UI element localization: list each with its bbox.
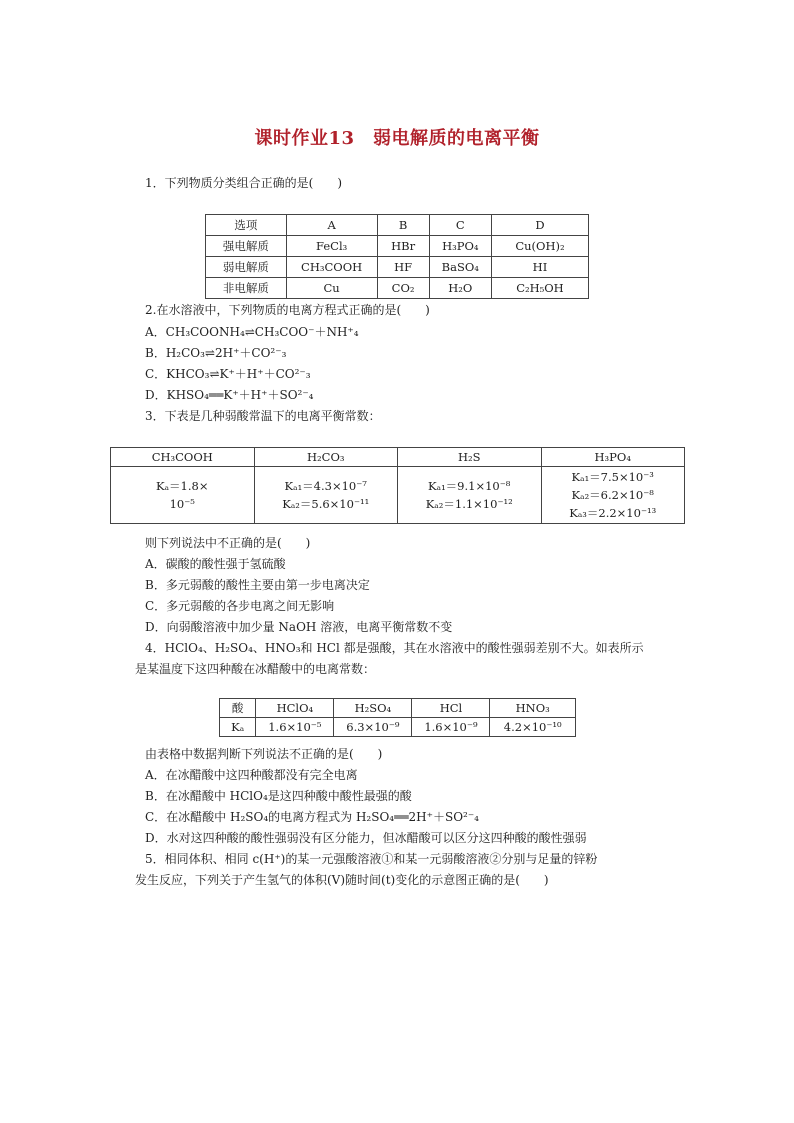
table-cell: 弱电解质	[206, 257, 287, 278]
q2-option-b: B．H₂CO₃⇌2H⁺＋CO²⁻₃	[145, 346, 287, 360]
table-header: H₂S	[398, 448, 542, 467]
table-cell: 4.2×10⁻¹⁰	[490, 718, 576, 737]
table-row	[111, 467, 685, 524]
table-cell: 6.3×10⁻⁹	[334, 718, 412, 737]
table-cell: BaSO₄	[429, 257, 491, 278]
page-title: 课时作业13 弱电解质的电离平衡	[254, 128, 540, 149]
q3-option-b: B．多元弱酸的酸性主要由第一步电离决定	[145, 578, 370, 592]
table-cell: CH₃COOH	[286, 257, 377, 278]
table-row	[206, 236, 589, 257]
q4-table	[219, 698, 576, 737]
q5-line1: 5．相同体积、相同 c(H⁺)的某一元强酸溶液①和某一元弱酸溶液②分别与足量的锌粉	[145, 852, 598, 866]
q3-option-a: A．碳酸的酸性强于氢硫酸	[145, 557, 286, 571]
table-header: CH₃COOH	[111, 448, 255, 467]
table-cell: CO₂	[377, 278, 429, 299]
table-cell: 非电解质	[206, 278, 287, 299]
table-cell	[398, 467, 542, 524]
table-row	[220, 699, 576, 718]
table-header: HClO₄	[256, 699, 334, 718]
table-cell: FeCl₃	[286, 236, 377, 257]
table-cell: 1.6×10⁻⁵	[256, 718, 334, 737]
q1-table	[205, 214, 589, 299]
q2-option-d: D．KHSO₄══K⁺＋H⁺＋SO²⁻₄	[145, 388, 314, 402]
ka-value-line: Kₐ₁＝4.3×10⁻⁷	[284, 479, 367, 493]
ka-value-line: Kₐ₃＝2.2×10⁻¹³	[569, 506, 657, 520]
q4-option-b: B．在冰醋酸中 HClO₄是这四种酸中酸性最强的酸	[145, 789, 412, 803]
q3-option-c: C．多元弱酸的各步电离之间无影响	[145, 599, 335, 613]
table-cell: H₃PO₄	[429, 236, 491, 257]
table-cell: Kₐ	[220, 718, 256, 737]
q3-option-d: D．向弱酸溶液中加少量 NaOH 溶液，电离平衡常数不变	[145, 620, 453, 634]
ka-value-line: Kₐ＝1.8×	[156, 479, 209, 493]
q4-stem-line1: 4．HClO₄、H₂SO₄、HNO₃和 HCl 都是强酸，其在水溶液中的酸性强弱差别不大。如表所示	[145, 641, 644, 655]
q3-table	[110, 447, 685, 524]
table-header: D	[491, 215, 588, 236]
table-cell: H₂O	[429, 278, 491, 299]
ka-value-line: Kₐ₁＝9.1×10⁻⁸	[428, 479, 511, 493]
table-header: 酸	[220, 699, 256, 718]
table-row	[206, 278, 589, 299]
table-header: A	[286, 215, 377, 236]
table-row	[220, 718, 576, 737]
table-cell	[541, 467, 685, 524]
ka-value-line: Kₐ₁＝7.5×10⁻³	[571, 470, 654, 484]
q2-option-c: C．KHCO₃⇌K⁺＋H⁺＋CO²⁻₃	[145, 367, 311, 381]
table-cell: Cu(OH)₂	[491, 236, 588, 257]
q3-stem: 3．下表是几种弱酸常温下的电离平衡常数：	[145, 409, 381, 423]
ka-value-line: 10⁻⁵	[169, 497, 195, 511]
q3-question: 则下列说法中不正确的是( )	[145, 536, 311, 550]
table-cell: HF	[377, 257, 429, 278]
table-header: H₃PO₄	[541, 448, 685, 467]
table-cell: HBr	[377, 236, 429, 257]
table-cell	[254, 467, 398, 524]
ka-value-line: Kₐ₂＝5.6×10⁻¹¹	[282, 497, 370, 511]
table-header: H₂SO₄	[334, 699, 412, 718]
table-header: H₂CO₃	[254, 448, 398, 467]
table-row	[206, 215, 589, 236]
table-header: HNO₃	[490, 699, 576, 718]
table-header: HCl	[412, 699, 490, 718]
ka-value-line: Kₐ₂＝6.2×10⁻⁸	[571, 488, 654, 502]
table-cell: 1.6×10⁻⁹	[412, 718, 490, 737]
q4-option-a: A．在冰醋酸中这四种酸都没有完全电离	[145, 768, 358, 782]
q4-stem-line2: 是某温度下这四种酸在冰醋酸中的电离常数：	[135, 662, 376, 676]
table-cell: 强电解质	[206, 236, 287, 257]
table-cell: Cu	[286, 278, 377, 299]
table-cell: C₂H₅OH	[491, 278, 588, 299]
q2-stem: 2.在水溶液中，下列物质的电离方程式正确的是( )	[145, 303, 430, 317]
q1-stem: 1．下列物质分类组合正确的是( )	[145, 176, 342, 190]
table-cell: HI	[491, 257, 588, 278]
table-row	[206, 257, 589, 278]
table-cell	[111, 467, 255, 524]
table-header: B	[377, 215, 429, 236]
q5-line2: 发生反应，下列关于产生氢气的体积(V)随时间(t)变化的示意图正确的是( )	[135, 873, 549, 887]
table-header: C	[429, 215, 491, 236]
ka-value-line: Kₐ₂＝1.1×10⁻¹²	[425, 497, 513, 511]
q4-question: 由表格中数据判断下列说法不正确的是( )	[145, 747, 383, 761]
q4-option-d: D．水对这四种酸的酸性强弱没有区分能力，但冰醋酸可以区分这四种酸的酸性强弱	[145, 831, 587, 845]
q2-option-a: A．CH₃COONH₄⇌CH₃COO⁻＋NH⁺₄	[145, 325, 359, 339]
q4-option-c: C．在冰醋酸中 H₂SO₄的电离方程式为 H₂SO₄══2H⁺＋SO²⁻₄	[145, 810, 479, 824]
table-header: 选项	[206, 215, 287, 236]
table-row	[111, 448, 685, 467]
